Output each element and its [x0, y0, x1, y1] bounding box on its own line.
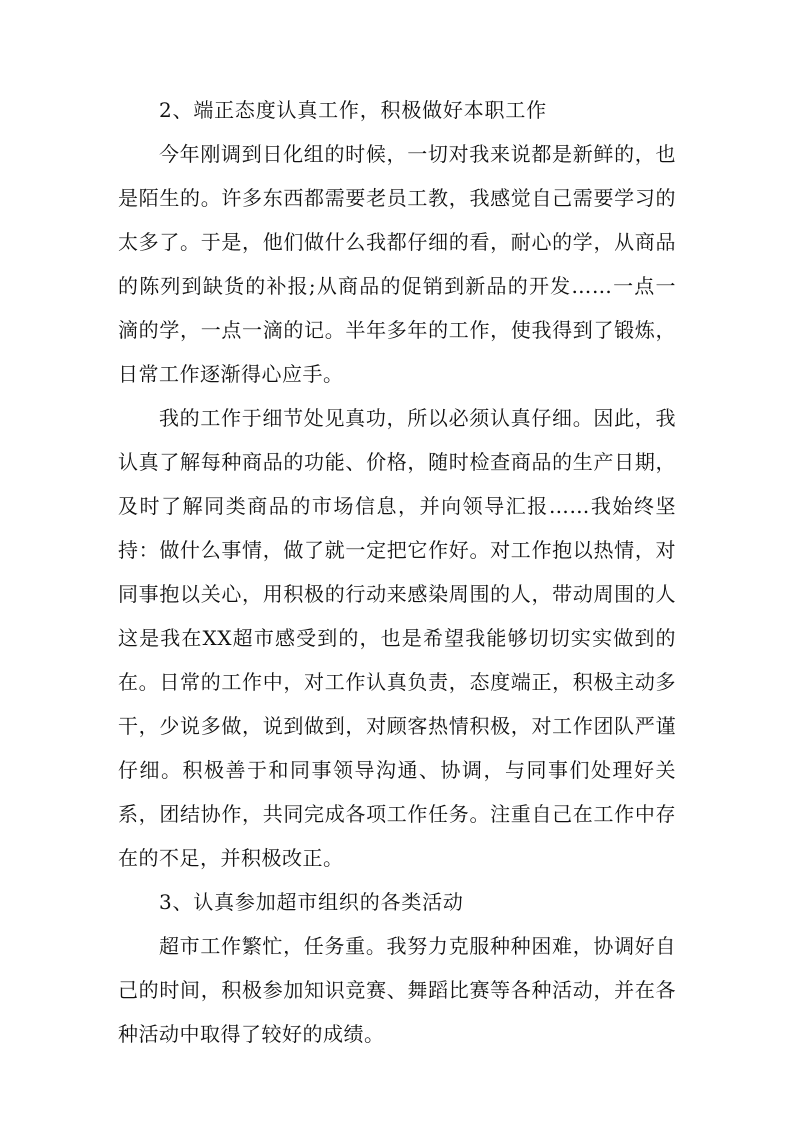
section-heading-2: 2、端正态度认真工作，积极做好本职工作: [159, 98, 547, 122]
paragraph-2: 我的工作于细节处见真功，所以必须认真仔细。因此，我认真了解每种商品的功能、价格，随时检查商品的生产日期，及时了解同类商品的市场信息，并向领导汇报……我始终坚持：做什么事情，做了就一定把它作好。对工作抱以热情，对同事抱以关心，用积极的行动来感染周围的人，带动周围的人这是我在XX超市感受到的，也是希望我能够切切实实做到的在。日常的工作中，对工作认真负责，态度端正，积极主动多干，少说多做，说到做到，对顾客热情积极，对工作团队严谨仔细。积极善于和同事领导沟通、协调，与同事们处理好关系，团结协作，共同完成各项工作任务。注重自己在工作中存在的不足，并积极改正。: [118, 406, 676, 870]
document-body: [118, 88, 676, 1056]
paragraph-3: 超市工作繁忙，任务重。我努力克服种种困难，协调好自己的时间，积极参加知识竞赛、舞蹈比赛等各种活动，并在各种活动中取得了较好的成绩。: [118, 934, 676, 1046]
section-heading-3: 3、认真参加超市组织的各类活动: [159, 890, 464, 914]
paragraph-1: 今年刚调到日化组的时候，一切对我来说都是新鲜的，也是陌生的。许多东西都需要老员工教，我感觉自己需要学习的太多了。于是，他们做什么我都仔细的看，耐心的学，从商品的陈列到缺货的补报;从商品的促销到新品的开发……一点一滴的学，一点一滴的记。半年多年的工作，使我得到了锻炼，日常工作逐渐得心应手。: [118, 142, 676, 386]
